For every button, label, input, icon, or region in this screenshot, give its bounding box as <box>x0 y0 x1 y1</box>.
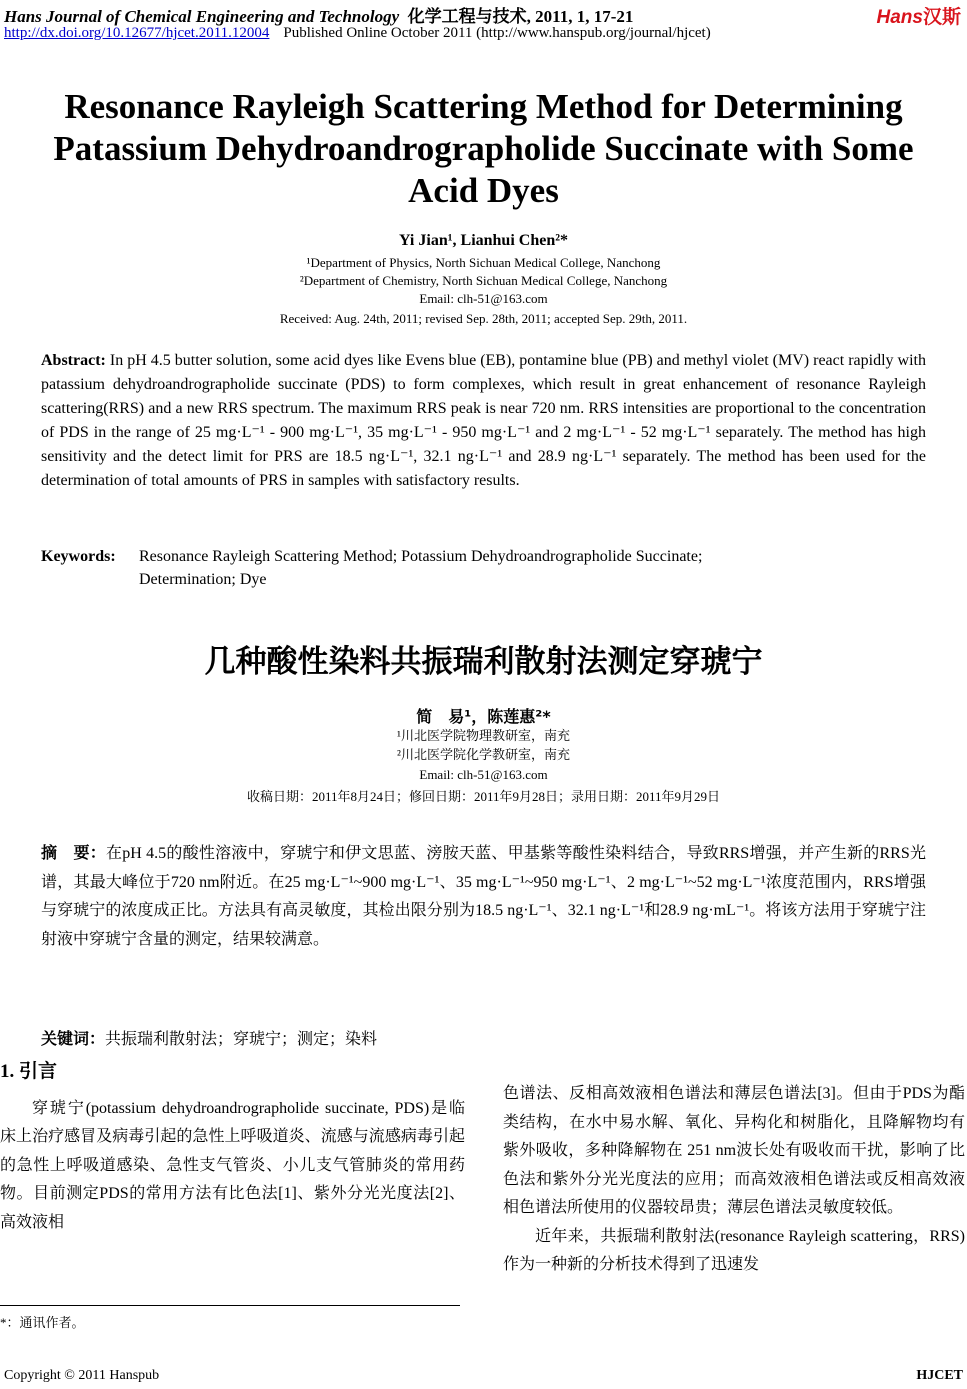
abstract-text: In pH 4.5 butter solution, some acid dyes like Evens blue (EB), pontamine blue (PB) and methyl violet (MV) react rapidly with patassium dehydroandrographolide succinate (PDS) to form complexes, which result in great enhancement of resonance Rayleigh scattering(RRS) and a new RRS spectrum. The maximum RRS peak is near 720 nm. RRS intensities are proportional to the concentration of PDS in the range of 25 mg·L⁻¹ - 900 mg·L⁻¹, 35 mg·L⁻¹ - 950 mg·L⁻¹ and 2 mg·L⁻¹ - 52 mg·L⁻¹ separately. The method has high sensitivity and the detect limit for PRS are 18.5 ng·L⁻¹, 32.1 ng·L⁻¹ and 28.9 ng·L⁻¹ separately. The method has been used for the determination of total amounts of PRS in samples with satisfactory results. <box>41 352 927 489</box>
journal-header <box>4 2 633 27</box>
doi-link[interactable]: http://dx.doi.org/10.12677/hjcet.2011.12004 <box>4 25 270 41</box>
right-column <box>503 1080 965 1280</box>
cn-keywords <box>41 1026 377 1049</box>
cn-affiliation-2: ²川北医学院化学教研室，南充 <box>397 747 570 762</box>
received-dates: Received: Aug. 24th, 2011; revised Sep. 28th, 2011; accepted Sep. 29th, 2011. <box>279 311 688 326</box>
cn-keywords-label: 关键词： <box>41 1029 106 1048</box>
hans-logo: Hans汉斯 <box>876 6 961 28</box>
cn-abstract <box>41 840 926 954</box>
cn-title: 几种酸性染料共振瑞利散射法测定穿琥宁 <box>204 644 763 680</box>
abstract-label: Abstract: <box>41 352 106 369</box>
cn-authors: 简 易¹，陈莲惠²* <box>416 707 551 726</box>
cn-affiliation-1: ¹川北医学院物理教研室，南充 <box>397 728 570 743</box>
cn-received-dates: 收稿日期：2011年8月24日；修回日期：2011年9月28日；录用日期：2011年9月29日 <box>246 789 721 804</box>
cn-abstract-text: 在pH 4.5的酸性溶液中，穿琥宁和伊文思蓝、滂胺天蓝、甲基紫等酸性染料结合，导致RRS增强，并产生新的RRS光谱，其最大峰位于720 nm附近。在25 mg·L⁻¹~900 mg·L⁻¹、35 mg·L⁻¹~950 mg·L⁻¹、2 mg·L⁻¹~52 mg·L⁻¹浓度范围内，RRS增强与穿琥宁的浓度成正比。方法具有高灵敏度，其检出限分别为18.5 ng·L⁻¹、32.1 ng·L⁻¹和28.9 ng·mL⁻¹。将该方法用于穿琥宁注射液中穿琥宁含量的测定，结果较满意。 <box>41 845 926 948</box>
journal-cn-citation: 化学工程与技术, 2011, 1, 17-21 <box>407 7 634 26</box>
cn-abstract-label: 摘 要： <box>41 845 107 862</box>
journal-abbr: HJCET <box>916 1368 963 1383</box>
footnote-divider <box>0 1305 460 1306</box>
intro-paragraph-2: 色谱法、反相高效液相色谱法和薄层色谱法[3]。但由于PDS为酯类结构，在水中易水解、氧化、异构化和树脂化，且降解物均有紫外吸收，多种降解物在 251 nm波长处有吸收而干扰，影响了比色法和紫外分光光度法的应用；而高效液相色谱法或反相高效液相色谱法所使用的仪器较昂贵；薄层色谱法灵敏度较低。 <box>503 1085 965 1216</box>
publication-line <box>4 25 711 42</box>
abstract <box>41 349 926 493</box>
affiliation-2: ²Department of Chemistry, North Sichuan Medical College, Nanchong <box>299 273 668 288</box>
affiliation-1: ¹Department of Physics, North Sichuan Medical College, Nanchong <box>306 255 661 270</box>
keywords-line2: Determination; Dye <box>139 571 267 588</box>
published-info: Published Online October 2011 (http://www.hanspub.org/journal/hjcet) <box>283 25 711 41</box>
cn-email: Email: clh-51@163.com <box>419 767 548 782</box>
left-column <box>0 1058 465 1237</box>
intro-paragraph-1: 穿琥宁(potassium dehydroandrographolide succinate, PDS)是临床上治疗感冒及病毒引起的急性上呼吸道炎、流感与流感病毒引起的急性上呼吸道感染、急性支气管炎、小儿支气管肺炎的常用药物。目前测定PDS的常用方法有比色法[1]、紫外分光光度法[2]、高效液相 <box>0 1099 465 1231</box>
copyright: Copyright © 2011 Hanspub <box>4 1368 160 1383</box>
email: Email: clh-51@163.com <box>419 291 548 306</box>
journal-name: Hans Journal of Chemical Engineering and Technology <box>4 7 400 26</box>
authors: Yi Jian¹, Lianhui Chen²* <box>398 232 569 249</box>
footnote: *：通讯作者。 <box>0 1315 85 1330</box>
keywords <box>41 545 702 591</box>
paper-title: Resonance Rayleigh Scattering Method for Determining Patassium Dehydroandrographolide Succinate with Some Acid Dyes <box>53 87 914 210</box>
keywords-label: Keywords: <box>41 548 116 565</box>
keywords-line1: Resonance Rayleigh Scattering Method; Potassium Dehydroandrographolide Succinate; <box>139 548 703 565</box>
intro-paragraph-3: 近年来，共振瑞利散射法(resonance Rayleigh scattering，RRS)作为一种新的分析技术得到了迅速发 <box>503 1227 965 1273</box>
section-heading: 1. 引言 <box>0 1061 58 1082</box>
cn-keywords-text: 共振瑞利散射法；穿琥宁；测定；染料 <box>105 1031 378 1048</box>
